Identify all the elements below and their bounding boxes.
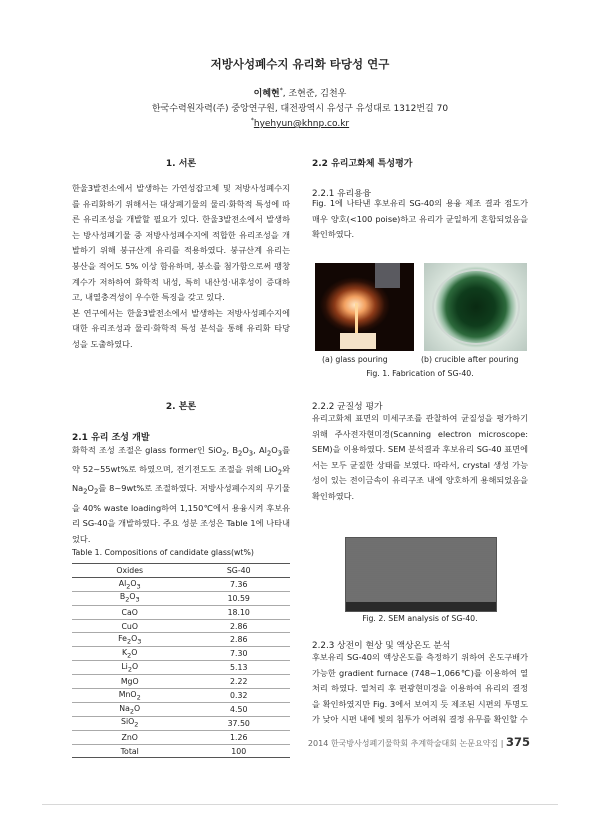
s21-sub: 2 xyxy=(222,449,227,458)
oxide-cell xyxy=(72,730,187,744)
bottom-rule xyxy=(42,804,558,805)
section-2-2-2-heading: 2.2.2 균질성 평가 xyxy=(312,402,383,412)
table-row xyxy=(72,661,290,675)
s21-text-7: 와 Na xyxy=(72,464,290,494)
fig1-caption: Fig. 1. Fabrication of SG-40. xyxy=(366,369,474,378)
oxide-formula-part: O xyxy=(131,648,138,658)
oxide-formula-part: Al xyxy=(118,578,127,588)
table-row xyxy=(72,605,290,619)
email-address: hyehyun@khnp.co.kr xyxy=(253,119,350,129)
oxide-formula-part: O xyxy=(130,578,137,588)
table-row xyxy=(72,730,290,744)
s21-sub: 2 xyxy=(237,449,243,458)
value-cell: 4.50 xyxy=(187,702,290,716)
lead-author-mark: * xyxy=(279,87,283,94)
affiliation: 한국수력원자력(주) 중앙연구원, 대전광역시 유성구 유성대로 1312번길 70 xyxy=(151,104,449,114)
value-cell: 2.86 xyxy=(187,633,290,647)
s21-text-5: O xyxy=(271,445,278,455)
value-cell: 7.30 xyxy=(187,647,290,661)
oxide-cell xyxy=(72,647,187,661)
s21-sub: 3 xyxy=(248,449,254,458)
s21-text-8: O xyxy=(87,483,94,494)
table-row xyxy=(72,619,290,633)
oxide-formula-part: 2 xyxy=(136,693,141,702)
oxide-cell xyxy=(72,661,187,675)
s21-sub: 3 xyxy=(277,449,283,458)
section-2-1-body xyxy=(72,443,290,547)
value-cell: 2.86 xyxy=(187,619,290,633)
s21-text-1: 화학적 조성 조절은 glass former인 SiO xyxy=(72,445,223,455)
oxide-formula-part: 3 xyxy=(137,637,142,646)
glass-pouring-photo xyxy=(315,263,414,351)
header-sg40: SG-40 xyxy=(187,564,290,578)
table-row xyxy=(72,577,290,591)
oxide-cell xyxy=(72,591,187,605)
oxide-formula-part: 3 xyxy=(135,596,140,604)
oxide-cell xyxy=(72,605,187,619)
header-oxides: Oxides xyxy=(72,564,187,578)
table-row xyxy=(72,716,290,730)
section-2-2-1-body: Fig. 1에 나타낸 후보유리 SG-40의 용융 제조 결과 점도가 매우 양호(<100 poise)하고 유리가 균일하게 혼합되었음을 확인하였다. xyxy=(312,198,528,240)
figure-1 xyxy=(315,263,527,351)
oxide-formula-part: Li xyxy=(121,661,128,671)
section-1-body xyxy=(72,181,290,353)
oxide-formula-part: MnO xyxy=(118,689,137,699)
sem-image xyxy=(345,537,497,612)
table-header-row xyxy=(72,564,290,578)
oxide-formula-part: 2 xyxy=(125,596,130,604)
value-cell: 37.50 xyxy=(187,716,290,730)
value-cell: 1.26 xyxy=(187,730,290,744)
oxide-formula-part: K xyxy=(122,648,128,658)
paper-title: 저방사성폐수지 유리화 타당성 연구 xyxy=(210,57,390,71)
section-1-heading: 1. 서론 xyxy=(165,159,197,169)
crucible-photo xyxy=(424,263,527,351)
s21-sub: 2 xyxy=(277,468,283,477)
s21-text-3: O xyxy=(242,445,249,455)
section-2-2-2-body: 유리고화체 표면의 미세구조를 관찰하여 균질성을 평가하기 위해 주사전자현미경(Scanning electron microscope: SEM)을 이용하였다. SEM 분석결과 후보유리 SG-40 표면에서는 모두 균질한 상태를 보였다. 따라서, crystal 생성 가능성이 있는 전이금속이 유리구조 내에 양호하게 용해되었음을 확인하였다. xyxy=(312,413,528,501)
oxide-formula-part: Total xyxy=(120,746,139,756)
oxide-cell xyxy=(72,675,187,689)
s21-text-9: 를 8~9wt%로 조절하였다. 저방사성폐수지의 무기물을 40% waste loading하여 1,150℃에서 용융시켜 후보유리 SG-40을 개발하였다. 주요 성분 조성은 Table 1에 나타내었다. xyxy=(72,483,290,544)
oxide-formula-part: 2 xyxy=(126,582,131,591)
oxide-formula-part: O xyxy=(131,661,139,671)
s21-text-2: , B xyxy=(226,445,238,455)
oxide-formula-part: MgO xyxy=(120,677,139,687)
section-2-heading: 2. 본론 xyxy=(165,402,197,412)
fig1-label-a: (a) glass pouring xyxy=(322,355,388,364)
oxide-formula-part: 2 xyxy=(127,665,132,674)
oxide-formula-part: CaO xyxy=(121,607,138,617)
footer-text: 2014 한국방사성폐기물학회 추계학술대회 논문요약집 xyxy=(307,739,499,748)
table-row xyxy=(72,744,290,758)
section-2-2-heading: 2.2 유리고화체 특성평가 xyxy=(312,159,413,169)
table-body xyxy=(72,577,290,758)
oxide-cell xyxy=(72,633,187,647)
lead-author: 이혜현 xyxy=(253,89,280,99)
author-line xyxy=(0,86,600,99)
oxide-formula-part: B xyxy=(119,592,126,602)
s21-text-6: 를 약 52~55wt%로 하였으며, 전기전도도 조절을 위해 LiO xyxy=(72,445,290,475)
s21-text-4: , Al xyxy=(253,445,267,455)
oxide-formula-part: 2 xyxy=(129,707,135,716)
oxide-formula-part: 3 xyxy=(136,582,141,591)
table-row xyxy=(72,689,290,703)
value-cell: 10.59 xyxy=(187,591,290,605)
table-1-caption: Table 1. Compositions of candidate glass(wt%) xyxy=(72,548,254,557)
table-row xyxy=(72,591,290,605)
value-cell: 100 xyxy=(187,744,290,758)
oxide-formula-part: O xyxy=(134,703,141,713)
oxide-formula-part: 2 xyxy=(134,721,139,730)
value-cell: 5.13 xyxy=(187,661,290,675)
page-number: 375 xyxy=(505,735,530,749)
email-mark: * xyxy=(250,117,254,124)
footer-separator: | xyxy=(498,739,506,748)
section-2-2-1-heading: 2.2.1 유리용융 xyxy=(312,189,372,199)
oxide-formula-part: SiO xyxy=(121,717,135,727)
oxide-cell xyxy=(72,716,187,730)
s21-sub: 2 xyxy=(93,488,99,497)
oxide-cell xyxy=(72,689,187,703)
value-cell: 2.22 xyxy=(187,675,290,689)
fig1-label-b: (b) crucible after pouring xyxy=(421,355,519,364)
oxide-cell xyxy=(72,577,187,591)
intro-paragraph-1: 한울3발전소에서 발생하는 가연성잡고체 및 저방사성폐수지를 유리화하기 위해서는 대상폐기물의 물리·화학적 특성에 따른 유리조성을 개발할 필요가 있다. 한울3발전소에서 발생하는 방사성폐기물 중 저방사성폐수지에 적합한 유리조성을 개발하기 위해 붕규산계 유리를 적용하였다. 붕규산계 유리는 붕산을 적어도 5% 이상 함유하며, 붕소를 첨가함으로써 팽창계수가 저하하여 화학적 내성, 특히 내산성·내후성이 증대하고, 내열충격성이 우수한 특징을 갖고 있다. xyxy=(72,183,290,303)
table-row xyxy=(72,675,290,689)
section-2-2-3-heading: 2.2.3 상전이 현상 및 액상온도 분석 xyxy=(312,641,451,651)
oxide-formula-part: ZnO xyxy=(121,732,138,742)
oxide-formula-part: Na xyxy=(119,703,130,713)
section-2-1-heading: 2.1 유리 조성 개발 xyxy=(72,433,150,443)
oxide-formula-part: O xyxy=(131,634,138,644)
value-cell: 7.36 xyxy=(187,577,290,591)
oxide-cell xyxy=(72,619,187,633)
s21-sub: 2 xyxy=(83,488,88,497)
oxide-cell xyxy=(72,744,187,758)
table-row xyxy=(72,702,290,716)
oxide-formula-part: CuO xyxy=(121,621,138,631)
oxide-formula-part: O xyxy=(129,592,136,602)
oxide-formula-part: 2 xyxy=(127,651,132,660)
page-footer xyxy=(308,735,530,749)
table-row xyxy=(72,633,290,647)
section-2-2-3-body: 후보유리 SG-40의 액상온도를 측정하기 위하여 온도구배가 가능한 gradient furnace (748~1,066℃)를 이용하여 열처리 하였다. 열처리 후 편광현미경을 이용하여 유리의 결정을 확인하였지만 Fig. 3에서 보여지 듯 제조된 시편의 투명도가 낮아 시편 내에 빛의 침투가 어려워 결정 유무를 확인할 수 xyxy=(312,652,528,725)
s21-sub: 2 xyxy=(266,449,272,458)
value-cell: 0.32 xyxy=(187,689,290,703)
intro-paragraph-2: 본 연구에서는 한울3발전소에서 발생하는 저방사성폐수지에 대한 유리조성과 물리·화학적 특성 분석을 통해 유리화 타당성을 도출하였다. xyxy=(72,307,290,349)
fig2-caption: Fig. 2. SEM analysis of SG-40. xyxy=(362,614,478,623)
co-authors: , 조현준, 김천우 xyxy=(282,89,347,99)
table-row xyxy=(72,647,290,661)
oxide-formula-part: 2 xyxy=(126,637,132,646)
composition-table xyxy=(72,563,290,758)
email-line xyxy=(0,117,600,129)
value-cell: 18.10 xyxy=(187,605,290,619)
oxide-formula-part: Fe xyxy=(118,634,127,644)
oxide-cell xyxy=(72,702,187,716)
